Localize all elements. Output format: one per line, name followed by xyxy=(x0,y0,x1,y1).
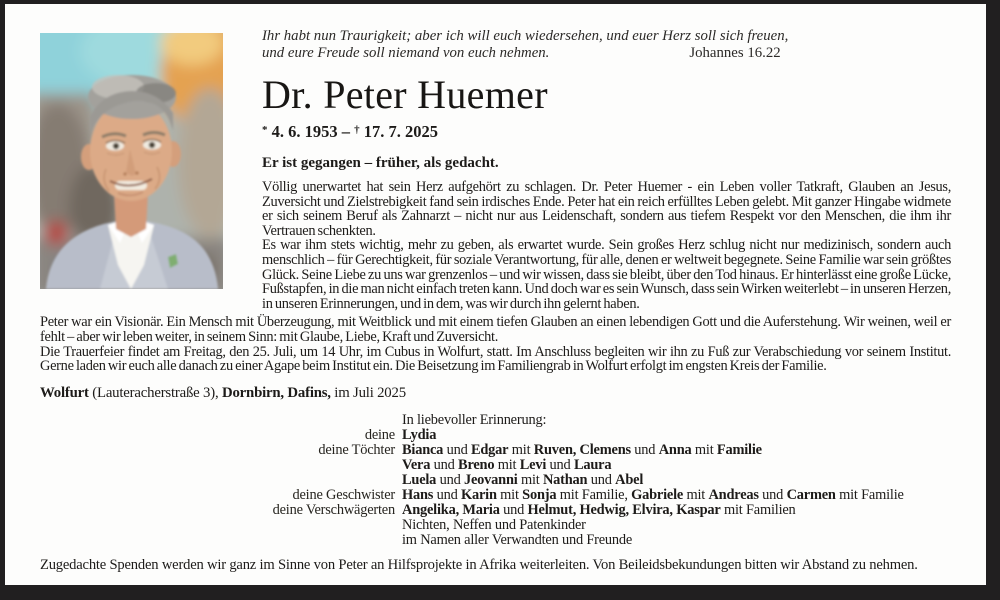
text-segment: Breno xyxy=(458,457,495,473)
text-segment: mit xyxy=(683,487,709,504)
memorial-names xyxy=(402,533,951,548)
text-segment: Karin xyxy=(461,487,497,504)
memorial-label: deine xyxy=(364,426,395,443)
text-segment: mit Familie xyxy=(835,487,904,504)
memorial-label xyxy=(40,458,395,473)
memorial-row xyxy=(40,488,951,503)
text-segment: und xyxy=(433,487,461,504)
text-segment: Bianca xyxy=(402,441,444,458)
text-segment: Lydia xyxy=(402,426,437,443)
text-segment: 17. 7. 2025 xyxy=(359,122,438,141)
obituary-card xyxy=(5,4,986,585)
text-segment: Vera xyxy=(402,457,431,473)
memorial-row xyxy=(40,503,951,518)
text-segment: mit xyxy=(494,457,520,473)
memorial-label xyxy=(40,518,395,533)
portrait-photo-illustration xyxy=(40,33,223,289)
quote-line-2: und eure Freude soll niemand von euch nehmen. xyxy=(262,45,550,61)
memorial-label: deine Töchter xyxy=(318,441,395,458)
died-symbol: † xyxy=(354,123,360,136)
memorial-names xyxy=(402,518,951,533)
text-segment: Gabriele xyxy=(631,487,684,504)
text-segment: im Juli 2025 xyxy=(330,384,406,401)
text-segment: im Namen aller Verwandten und Freunde xyxy=(402,532,633,549)
memorial-header-row xyxy=(40,413,951,428)
location-date-line xyxy=(40,385,951,402)
life-dates xyxy=(262,122,951,144)
memorial-row xyxy=(40,518,951,533)
text-segment: Carmen xyxy=(786,487,836,504)
text-segment: und xyxy=(430,457,459,473)
quote-line-1: Ihr habt nun Traurigkeit; aber ich will euch wiedersehen, und euer Herz soll sich freuen, xyxy=(262,28,789,44)
text-segment: Dornbirn, Dafins, xyxy=(221,384,331,401)
memorial-names xyxy=(402,473,951,488)
footer-note: Zugedachte Spenden werden wir ganz im Sinne von Peter an Hilfsprojekte in Afrika weiterleiten. Von Beileidsbekundungen bitten wir Abstand zu nehmen. xyxy=(40,556,918,573)
text-segment: und xyxy=(758,487,787,504)
memorial-row xyxy=(40,443,951,458)
born-symbol: * xyxy=(262,123,268,136)
text-segment: Anna xyxy=(658,441,692,458)
memorial-names xyxy=(402,443,951,458)
text-segment: Helmut, Hedwig, Elvira, Kaspar xyxy=(527,502,721,519)
text-segment: Luela xyxy=(402,472,437,489)
memorial-names xyxy=(402,503,951,518)
memorial-row xyxy=(40,473,951,488)
memorial-label xyxy=(40,473,395,488)
text-segment: und xyxy=(630,441,659,458)
memorial-header: In liebevoller Erinnerung: xyxy=(402,411,547,428)
text-segment: Nathan xyxy=(542,472,588,489)
text-segment: Laura xyxy=(573,457,612,473)
text-segment: Edgar xyxy=(470,441,509,458)
text-segment: 4. 6. 1953 – xyxy=(267,122,355,141)
quote-attribution: Johannes 16.22 xyxy=(689,45,781,61)
text-segment: Andreas xyxy=(708,487,759,504)
text-segment: Ruven, Clemens xyxy=(533,441,631,458)
memorial-label xyxy=(40,413,395,428)
memorial-list xyxy=(40,413,951,549)
lead-line: Er ist gegangen – früher, als gedacht. xyxy=(262,155,499,171)
text-segment: Nichten, Neffen und Patenkinder xyxy=(402,517,586,534)
text-segment: und xyxy=(443,441,471,458)
text-segment: mit xyxy=(496,487,523,504)
text-segment: Levi xyxy=(519,457,547,473)
text-segment: und xyxy=(436,472,464,489)
memorial-names xyxy=(402,428,951,443)
full-width-section xyxy=(40,315,951,373)
text-segment: mit xyxy=(691,441,717,458)
text-segment: Familie xyxy=(716,441,762,458)
memorial-names xyxy=(402,488,951,503)
text-segment: (Lauteracherstraße 3), xyxy=(88,384,222,401)
memorial-label xyxy=(40,533,395,548)
text-segment: und xyxy=(499,502,528,519)
text-segment: mit Familie, xyxy=(556,487,632,504)
memorial-row xyxy=(40,428,951,443)
text-segment: Abel xyxy=(615,472,644,489)
deceased-name: Dr. Peter Huemer xyxy=(262,72,548,117)
text-segment: und xyxy=(587,472,616,489)
top-section xyxy=(40,28,951,311)
text-segment: Jeovanni xyxy=(463,472,518,489)
memorial-row xyxy=(40,533,951,548)
right-column xyxy=(262,28,951,311)
obituary-paragraph: Peter war ein Visionär. Ein Mensch mit Überzeugung, mit Weitblick und mit einem tiefen Glauben an einen lebendigen Gott und die Auferstehung. Wir weinen, weil er fehlt – aber wir leben weiter, in seinem Sinn: mit Glaube, Liebe, Kraft und Zuversicht. xyxy=(40,314,951,345)
text-segment: mit xyxy=(508,441,534,458)
portrait-photo xyxy=(40,33,223,289)
text-segment: Wolfurt xyxy=(40,384,89,401)
funeral-info-paragraph: Die Trauerfeier findet am Freitag, den 25. Juli, um 14 Uhr, im Cubus in Wolfurt, statt. Im Anschluss begleiten wir ihn zu Fuß zur Verabschiedung vor seinem Institut. Gerne laden wir euch alle danach zu einer Agape beim Institut ein. Die Beisetzung im Familiengrab in Wolfurt erfolgt im engsten Kreis der Familie. xyxy=(40,343,951,375)
bible-quote xyxy=(262,28,951,62)
text-segment: Angelika, Maria xyxy=(402,502,500,519)
memorial-row xyxy=(40,458,951,473)
text-segment: und xyxy=(546,457,574,473)
text-segment: Sonja xyxy=(522,487,557,504)
text-segment: mit xyxy=(517,472,543,489)
text-segment: Hans xyxy=(402,487,434,504)
quote-line-2-row xyxy=(262,45,951,62)
memorial-label: deine Geschwister xyxy=(292,487,395,504)
memorial-label: deine Verschwägerten xyxy=(272,502,395,519)
obituary-paragraph: Völlig unerwartet hat sein Herz aufgehört zu schlagen. Dr. Peter Huemer - ein Leben voller Tatkraft, Glauben an Jesus, Zuversicht und Zielstrebigkeit fand sein irdisches Ende. Peter hat ein reich erfülltes Leben gelebt. Mit ganzer Hingabe widmete er sich seinem Beruf als Zahnarzt – nicht nur aus Leidenschaft, sondern aus tiefem Respekt vor den Menschen, die ihm ihr Vertrauen schenkten. xyxy=(262,179,951,239)
memorial-names xyxy=(402,458,951,473)
obituary-paragraph: Es war ihm stets wichtig, mehr zu geben, als erwartet wurde. Sein großes Herz schlug nicht nur medizinisch, sondern auch menschlich – für Gerechtigkeit, für soziale Verantwortung, für alle, denen er weltweit begegnete. Seine Familie war sein größtes Glück. Seine Liebe zu uns war grenzenlos – und wir wissen, dass sie bleibt, über den Tod hinaus. Er hinterlässt eine große Lücke, Fußstapfen, in die man nicht einfach treten kann. Und doch war es sein Wunsch, dass sein Wirken weiterlebt – in unseren Herzen, in unseren Erinnerungen, und in dem, was wir durch ihn gelernt haben. xyxy=(262,237,951,312)
text-segment: mit Familien xyxy=(720,502,796,519)
